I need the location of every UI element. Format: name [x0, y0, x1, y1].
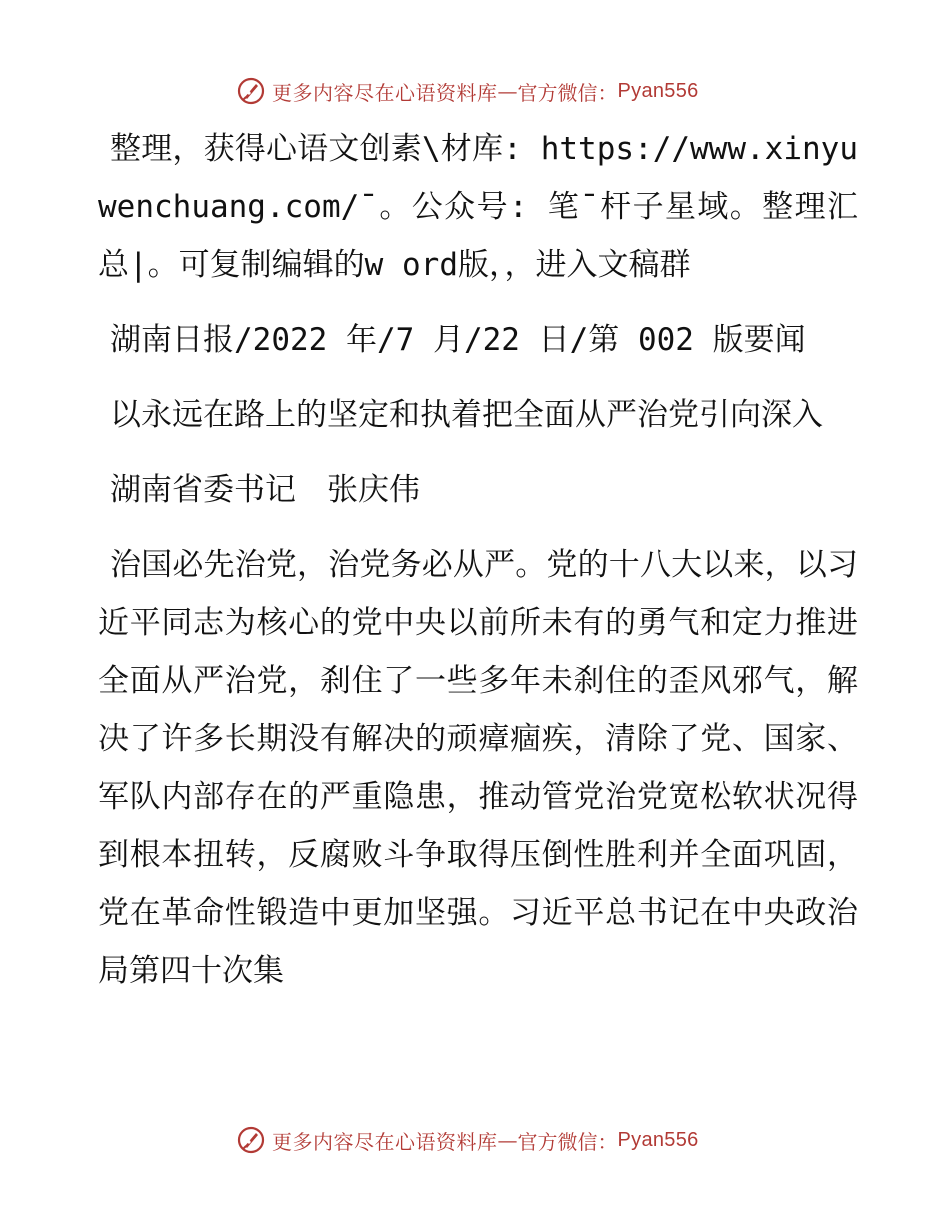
source-note-paragraph: 整理，获得心语文创素\材库: https://www.xinyuwenchuang.com/¯。公众号: 笔¯杆子星域。整理汇总|。可复制编辑的w ord版，，进入文稿群 [98, 131, 858, 283]
body-paragraph: 治国必先治党，治党务必从严。党的十八大以来，以习近平同志为核心的党中央以前所未有的勇气和定力推进全面从严治党，刹住了一些多年未刹住的歪风邪气，解决了许多长期没有解决的顽瘴痼疾，清除了党、国家、军队内部存在的严重隐患，推动管党治党宽松软状况得到根本扭转，反腐败斗争取得压倒性胜利并全面巩固，党在革命性锻造中更加坚强。习近平总书记在中央政治局第四十次集 [98, 547, 858, 989]
watermark-separator: — [497, 1128, 518, 1152]
article-title: 以永远在路上的坚定和执着把全面从严治党引向深入 [110, 397, 823, 433]
watermark-footer [236, 1122, 716, 1158]
watermark-text: 更多内容尽在心语资料库 [272, 1129, 498, 1154]
quill-logo-icon [236, 1125, 266, 1155]
author-line: 湖南省委书记 张庆伟 [110, 472, 420, 508]
watermark-wechat-id: Pyan556 [617, 79, 699, 102]
publication-line: 湖南日报/2022 年/7 月/22 日/第 002 版要闻 [110, 322, 806, 358]
watermark-wechat-id: Pyan556 [617, 1128, 699, 1151]
watermark-text: 更多内容尽在心语资料库 [272, 80, 498, 105]
quill-logo-icon [236, 76, 266, 106]
document-body [98, 120, 858, 1017]
watermark-wechat-label: 官方微信： [517, 1129, 618, 1154]
watermark-wechat-label: 官方微信： [517, 80, 618, 105]
watermark-header [236, 73, 716, 109]
watermark-separator: — [497, 79, 518, 103]
